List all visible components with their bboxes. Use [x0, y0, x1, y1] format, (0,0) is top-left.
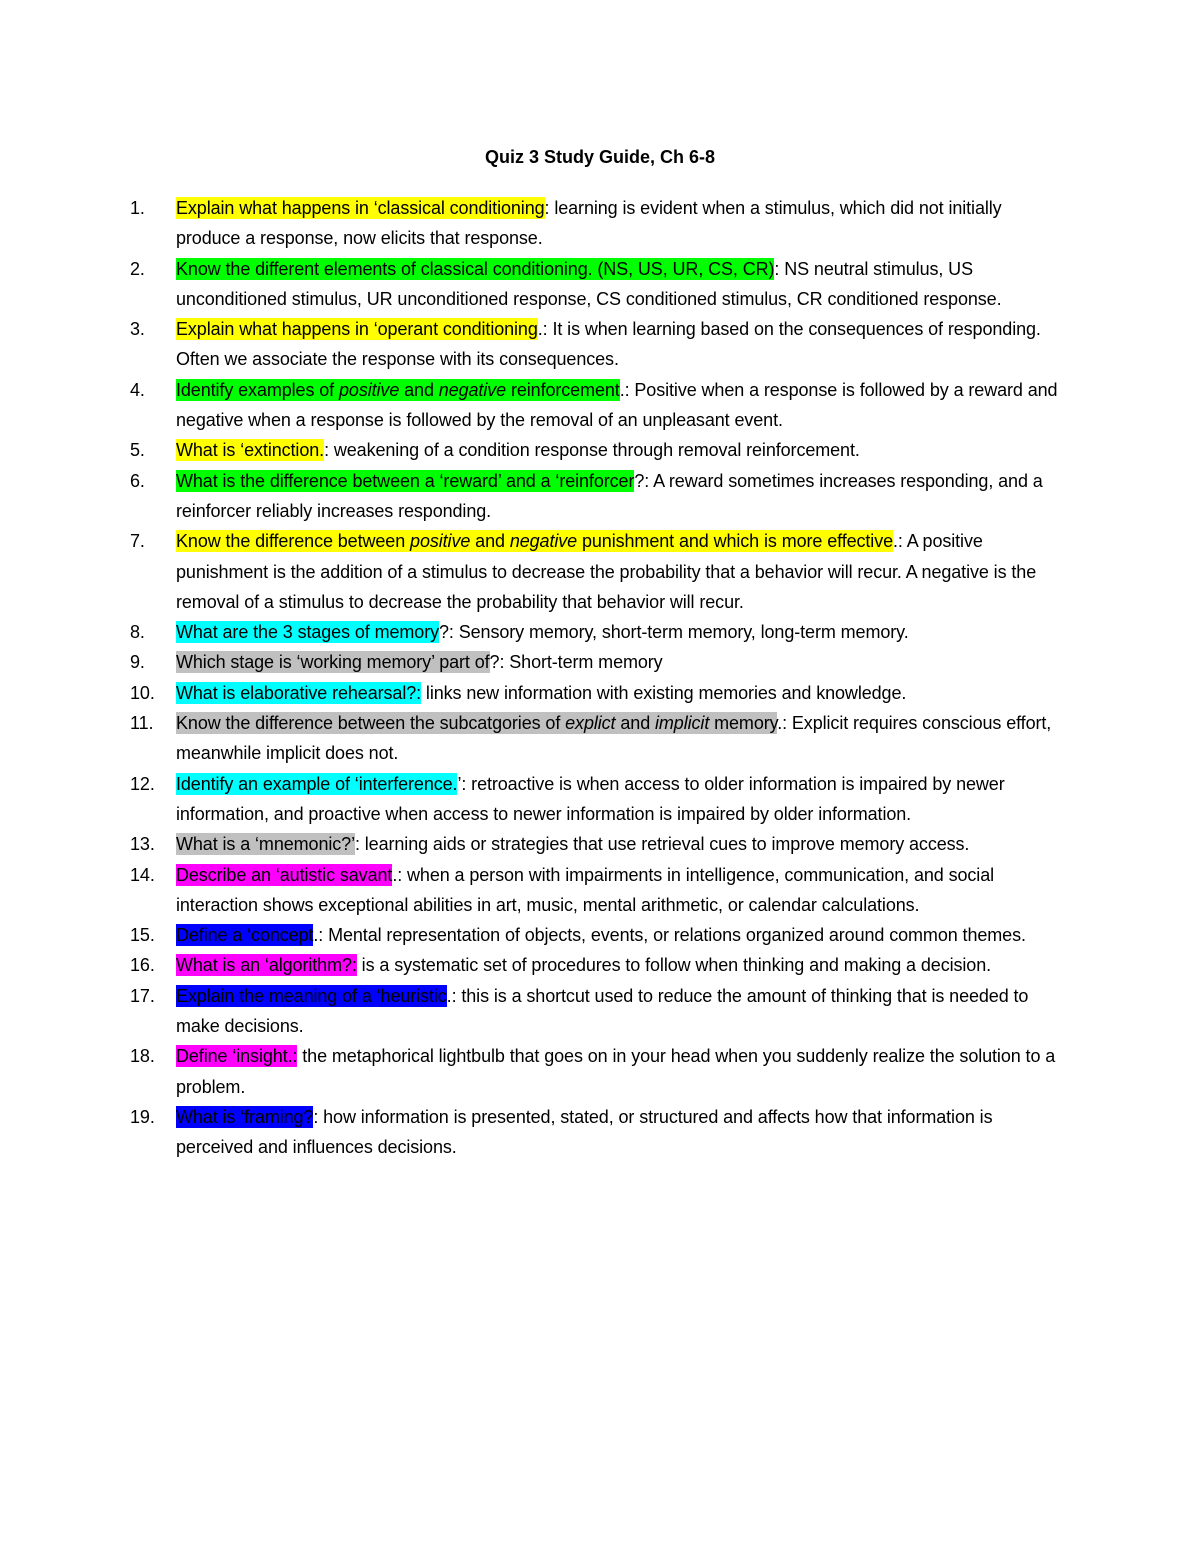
question-highlight: What is the difference between a ‘reward’ and a ‘reinforcer	[176, 470, 635, 491]
list-item	[130, 769, 1065, 830]
answer-text: .: Positive when a response is followed by a reward and negative when a response is followed by the removal of an unpleasant event.	[176, 379, 1058, 431]
list-item	[130, 647, 1065, 677]
item-number: 7.	[130, 531, 145, 552]
answer-text: : weakening of a condition response through removal reinforcement.	[324, 440, 860, 461]
answer-text: ’: retroactive is when access to older information is impaired by newer information, and proactive when access to newer information is impaired by older information.	[176, 773, 1005, 824]
question-emphasis: implicit	[655, 713, 710, 734]
item-number: 16.	[130, 955, 155, 976]
question-text: memory	[709, 713, 778, 734]
document-title: Quiz 3 Study Guide, Ch 6-8	[484, 147, 716, 167]
item-number: 9.	[130, 652, 145, 673]
item-number: 18.	[130, 1046, 155, 1067]
answer-text: .: A positive punishment is the addition of a stimulus to decrease the probability that a behavior will recur. A negative is the removal of a stimulus to decrease the probability that behavior will recur.	[176, 531, 1037, 612]
question-highlight: What is ‘framing?	[176, 1106, 314, 1127]
answer-text: ?: A reward sometimes increases responding, and a reinforcer reliably increases responding.	[176, 470, 1043, 521]
answer-text: links new information with existing memories and knowledge.	[421, 682, 907, 703]
question-text: punishment and which is more effective	[577, 531, 894, 552]
list-item	[130, 678, 1065, 708]
answer-text: .: Mental representation of objects, events, or relations organized around common themes.	[313, 925, 1026, 946]
question-highlight	[176, 530, 893, 552]
list-item	[130, 375, 1065, 436]
question-emphasis: negative	[438, 379, 507, 400]
question-highlight: Describe an ‘autistic savant	[176, 864, 393, 885]
question-text: Identify examples of	[176, 379, 339, 400]
item-number: 4.	[130, 379, 145, 400]
question-emphasis: explict	[565, 713, 616, 734]
question-text: and	[615, 713, 656, 734]
question-text: and	[399, 379, 439, 400]
answer-text: : how information is presented, stated, or structured and affects how that information is perceived and influences decisions.	[176, 1106, 993, 1158]
answer-text: : NS neutral stimulus, US unconditioned stimulus, UR unconditioned response, CS conditioned stimulus, CR conditioned response.	[176, 258, 1002, 309]
list-item	[130, 526, 1065, 617]
answer-text: is a systematic set of procedures to follow when thinking and making a decision.	[356, 955, 992, 976]
item-number: 11.	[130, 713, 154, 734]
question-highlight: Know the different elements of classical conditioning. (NS, US, UR, CS, CR)	[176, 258, 775, 279]
question-highlight: Which stage is ‘working memory’ part of	[176, 652, 490, 673]
question-highlight: Explain what happens in ‘operant conditioning	[176, 319, 538, 340]
list-item	[130, 314, 1065, 375]
question-highlight: What is elaborative rehearsal?:	[176, 682, 422, 703]
question-highlight: What is ‘extinction.	[176, 440, 325, 461]
question-emphasis: positive	[339, 379, 400, 400]
answer-text: .: when a person with impairments in intelligence, communication, and social interaction shows exceptional abilities in art, music, mental arithmetic, or calendar calculations.	[176, 864, 995, 915]
item-number: 1.	[130, 198, 145, 218]
answer-text: ?: Short-term memory	[489, 652, 663, 673]
answer-text: .: Explicit requires conscious effort, meanwhile implicit does not.	[176, 713, 1052, 764]
question-emphasis: positive	[410, 531, 471, 552]
answer-text: .: It is when learning based on the consequences of responding. Often we associate the response with its consequences.	[176, 319, 1041, 370]
question-highlight: Define ‘insight.:	[176, 1046, 298, 1067]
item-number: 19.	[130, 1106, 155, 1127]
item-number: 8.	[130, 622, 145, 643]
list-item	[130, 981, 1065, 1042]
list-item	[130, 193, 1065, 254]
item-number: 14.	[130, 864, 155, 885]
question-text: Know the difference between	[176, 531, 411, 552]
question-emphasis: negative	[509, 531, 578, 552]
list-item	[130, 435, 1065, 465]
question-highlight	[176, 712, 777, 734]
question-text: reinforcement	[506, 379, 620, 400]
list-item	[130, 920, 1065, 950]
question-highlight: Explain the meaning of a ‘heuristic	[176, 985, 447, 1006]
item-number: 3.	[130, 319, 145, 340]
item-number: 17.	[130, 985, 155, 1006]
list-item	[130, 466, 1065, 527]
item-number: 15.	[130, 925, 155, 946]
item-number: 13.	[130, 834, 155, 855]
list-item	[130, 1041, 1065, 1102]
question-list	[130, 193, 1065, 1163]
list-item	[130, 860, 1065, 921]
answer-text: .: this is a shortcut used to reduce the amount of thinking that is needed to make decisions.	[176, 985, 1029, 1037]
list-item	[130, 254, 1065, 315]
list-item	[130, 950, 1065, 980]
item-number: 12.	[130, 773, 155, 794]
list-item	[130, 617, 1065, 647]
item-number: 2.	[130, 258, 145, 279]
answer-text: ?: Sensory memory, short-term memory, long-term memory.	[439, 622, 909, 643]
question-highlight: Identify an example of ‘interference.	[176, 773, 458, 794]
question-highlight	[176, 379, 620, 401]
question-text: and	[470, 531, 510, 552]
question-highlight: What is an ‘algorithm?:	[176, 955, 357, 976]
list-item	[130, 1102, 1065, 1163]
question-text: Know the difference between the subcatgories of	[176, 713, 566, 734]
list-item	[130, 829, 1065, 859]
item-number: 5.	[130, 440, 145, 461]
answer-text: the metaphorical lightbulb that goes on in your head when you suddenly realize the solution to a problem.	[176, 1046, 1056, 1097]
question-highlight: What are the 3 stages of memory	[176, 622, 440, 643]
answer-text: : learning is evident when a stimulus, which did not initially produce a response, now elicits that response.	[176, 198, 1002, 249]
question-highlight: Define a ‘concept	[176, 925, 314, 946]
answer-text: : learning aids or strategies that use retrieval cues to improve memory access.	[354, 834, 970, 855]
question-highlight: Explain what happens in ‘classical conditioning	[176, 198, 545, 218]
item-number: 6.	[130, 470, 145, 491]
question-highlight: What is a ‘mnemonic?’	[176, 834, 355, 855]
item-number: 10.	[130, 682, 155, 703]
list-item	[130, 708, 1065, 769]
